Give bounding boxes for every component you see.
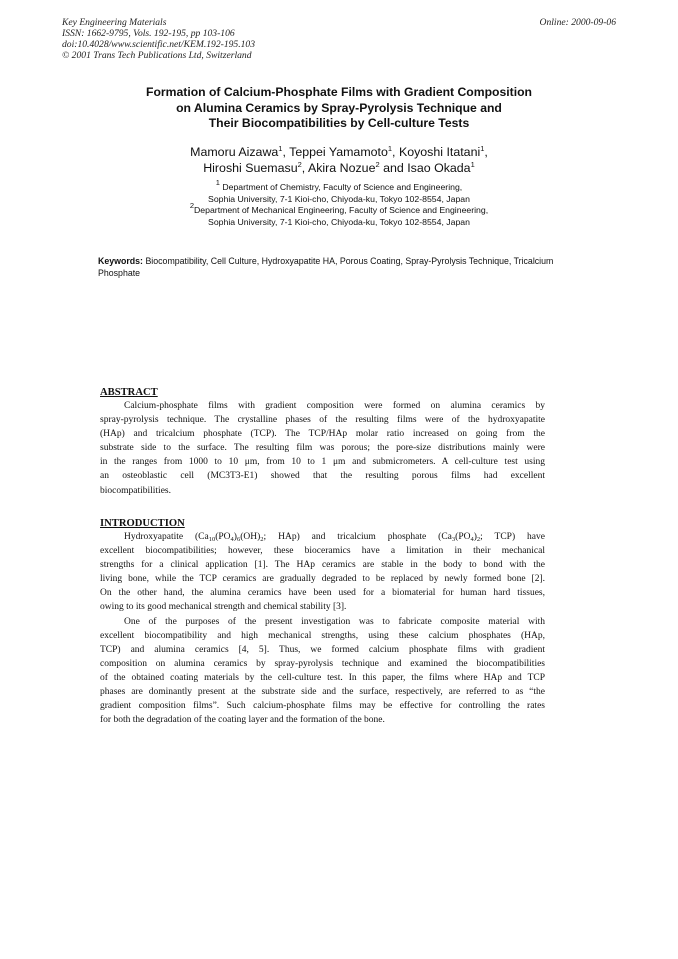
text-line: TCP) and alumina ceramics [4, 5]. Thus, we formed calcium phosphate films with gradient: [100, 644, 545, 655]
affiliation-line: [80, 201, 598, 217]
doi-line: doi:10.4028/www.scientific.net/KEM.192-195.103: [62, 39, 256, 50]
title-line: Their Biocompatibilities by Cell-culture Tests: [208, 116, 470, 131]
text-line: substrate side to the surface. The resulting film was porous; the pore-size distributions mainly were: [100, 443, 545, 454]
abstract-body: [100, 399, 545, 498]
affiliation-text: Department of Chemistry, Faculty of Science and Engineering,: [222, 182, 463, 192]
author-line: [80, 160, 598, 176]
text-line: strengths for a clinical application [1]. The HAp ceramics are stable in the body to bond with the: [100, 560, 545, 571]
copyright-line: © 2001 Trans Tech Publications Ltd, Switzerland: [62, 50, 252, 61]
affiliation-mark: 2: [189, 201, 195, 210]
author-affil-mark: 1: [387, 144, 393, 153]
abstract-heading: ABSTRACT: [100, 387, 158, 398]
text-line: excellent biocompatibility and high mechanical strengths, using these calcium phosphates (HAp,: [100, 630, 545, 641]
author-separator: and: [379, 161, 408, 175]
text-line: On the other hand, the alumina ceramics have been used for a biomaterial for human hard tissues,: [100, 588, 545, 599]
affiliation-line: [80, 178, 598, 194]
author-name: Teppei Yamamoto: [289, 145, 388, 159]
author-name: Mamoru Aizawa: [190, 145, 279, 159]
author-name: Koyoshi Itatani: [398, 145, 481, 159]
author-affil-mark: 2: [297, 160, 302, 169]
text-line: Calcium-phosphate films with gradient composition were formed on alumina ceramics by: [124, 401, 545, 411]
text-line: gradient composition films”. Such calcium-phosphate films may be effective for controlling the rates: [100, 701, 545, 712]
author-affil-mark: 1: [480, 144, 485, 153]
affiliation-mark: 1: [215, 178, 220, 187]
online-date-text: Online: 2000-09-06: [539, 17, 616, 28]
introduction-body: [100, 530, 545, 727]
title-line: on Alumina Ceramics by Spray-Pyrolysis Technique and: [176, 100, 502, 115]
text-line: of the obtained coating materials by the cell-culture test. In this paper, the films where HAp and TCP: [100, 672, 545, 683]
affiliation-line: Sophia University, 7-1 Kioi-cho, Chiyoda-ku, Tokyo 102-8554, Japan: [208, 193, 470, 204]
author-affil-mark: 1: [470, 160, 475, 169]
author-affil-mark: 1: [278, 144, 283, 153]
text-line: spray-pyrolysis technique. The crystalline phases of the resulting films were of the hydroxyapatite: [100, 415, 545, 426]
affiliation-line: Sophia University, 7-1 Kioi-cho, Chiyoda-ku, Tokyo 102-8554, Japan: [208, 216, 470, 227]
text-line: owing to its good mechanical strength and chemical stability [3].: [100, 602, 347, 613]
author-separator: ,: [392, 145, 399, 159]
keywords-text: Biocompatibility, Cell Culture, Hydroxyapatite HA, Porous Coating, Spray-Pyrolysis Technique, Tricalcium Phosphate: [98, 256, 554, 278]
author-name: Isao Okada: [407, 161, 471, 175]
text-line: phases are dominantly present at the substrate side and the surface, respectively, are referred to as “the: [100, 687, 545, 698]
text-line: for both the degradation of the coating layer and the formation of the bone.: [100, 715, 385, 726]
author-list: [80, 144, 598, 176]
online-date: [540, 17, 616, 28]
affiliation-text: Department of Mechanical Engineering, Faculty of Science and Engineering,: [194, 205, 489, 215]
affiliations: [80, 178, 598, 228]
text-line: in the ranges from 1000 to 10 μm, from 10 to 1 μm and submicrometers. A cell-culture test using: [100, 457, 545, 468]
text-line: an osteoblastic cell (MC3T3-E1) showed that the resulting porous films had excellent: [100, 471, 545, 482]
journal-header: [62, 17, 255, 61]
text-line: composition on alumina ceramics by spray-pyrolysis technique and examined the biocompatibilities: [100, 658, 545, 669]
author-name: Hiroshi Suemasu: [203, 161, 298, 175]
title-line: Formation of Calcium-Phosphate Films with Gradient Composition: [146, 85, 532, 99]
text-line: excellent biocompatibilities; however, these bioceramics have a limitation in their mechanical: [100, 546, 545, 557]
keywords: [98, 256, 563, 279]
author-separator: ,: [484, 145, 488, 159]
text-line: biocompatibilities.: [100, 485, 171, 496]
text-line: One of the purposes of the present investigation was to fabricate composite material with: [124, 616, 545, 627]
text-line: (HAp) and tricalcium phosphate (TCP). The TCP/HAp molar ratio increased on going from the: [100, 429, 545, 440]
author-line: [80, 144, 598, 160]
journal-name: Key Engineering Materials: [62, 17, 167, 28]
keywords-label: Keywords:: [98, 256, 143, 266]
paper-title: [80, 85, 598, 132]
issn-line: ISSN: 1662-9795, Vols. 192-195, pp 103-106: [62, 28, 235, 39]
introduction-heading: INTRODUCTION: [100, 518, 185, 529]
author-affil-mark: 2: [375, 160, 380, 169]
author-separator: ,: [301, 161, 308, 175]
text-line: Hydroxyapatite ($Ca_{10}(PO_4)_6(OH)_2$; HAp) and tricalcium phosphate ($Ca_3(PO_4)_2$; TCP) have: [124, 532, 545, 543]
text-line: living bone, while the TCP ceramics are gradually degraded to be replaced by newly formed bone [2].: [100, 574, 545, 585]
author-separator: ,: [282, 145, 290, 159]
author-name: Akira Nozue: [307, 161, 376, 175]
